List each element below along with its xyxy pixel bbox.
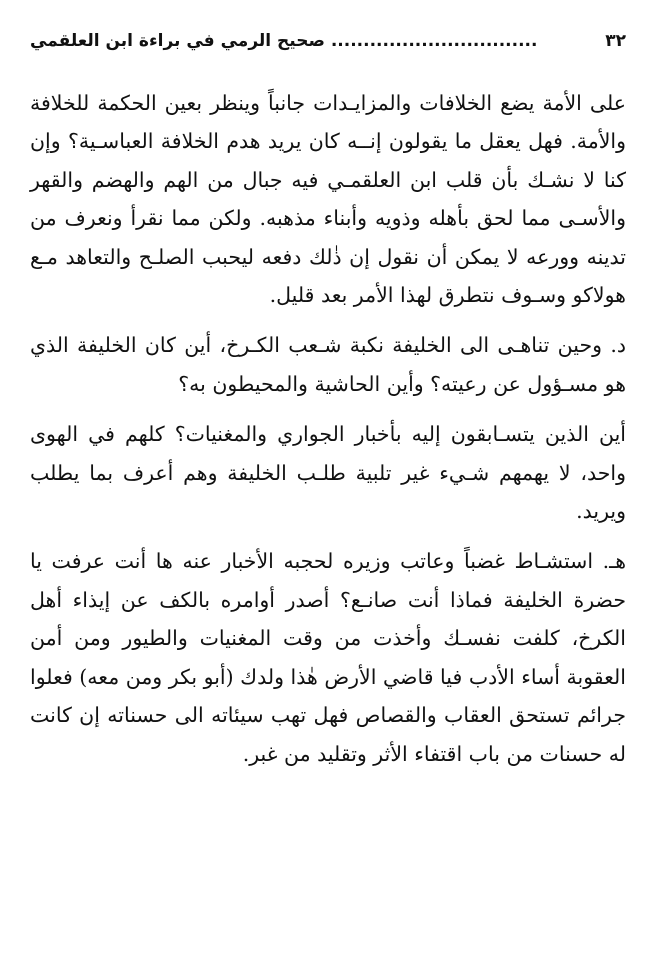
running-title: ................................ صحيح الرمي في براءة ابن العلقمي <box>30 31 538 51</box>
paragraph-3: أين الذين يتسـابقون إليه بأخبار الجواري والمغنيات؟ كلهم في الهوى واحد، لا يهمهم شـيء غير تلبية طلـب الخليفة وهم أعرف بما يطلب ويريد. <box>30 422 626 524</box>
running-header <box>30 26 626 56</box>
paragraph-4: هـ. استشـاط غضباً وعاتب وزيره لحجبه الأخبار عنه ها أنت عرفت يا حضرة الخليفة فماذا أنت صانـع؟ أصدر أوامره بالكف عن إيذاء أهل الكرخ، كلفت نفسـك وأخذت من وقت المغنيات والطيور ومن أمن العقوبة أساء الأدب فيا قاضي الأرض هٰذا ولدك (أبو بكر ومن معه) فعلوا جرائم تستحق العقاب والقصاص فهل تهب سيئاته الى حسناته إن كانت له حسنات من باب اقتفاء الأثر وتقليد من غبر. <box>30 549 626 766</box>
paragraph-2: د. وحين تناهـى الى الخليفة نكبة شـعب الكـرخ، أين كان الخليفة الذي هو مسـؤول عن رعيته؟ وأين الحاشية والمحيطون به؟ <box>30 333 626 396</box>
document-page <box>30 26 626 936</box>
body-text <box>30 84 626 773</box>
paragraph-1: على الأمة يضع الخلافات والمزايـدات جانباً وينظر بعين الحكمة للخلافة والأمة. فهل يعقل ما يقولون إنــه كان يريد هدم الخلافة العباسـية؟ وإن كنا لا نشـك بأن قلب ابن العلقمـي فيه جبال من الهم والهضم والقهر والأسـى مما لحق بأهله وذويه وأبناء مذهبه. ولكن مما نقرأ ونعرف من تدينه وورعه لا يمكن أن نقول إن ذٰلك دفعه ليحبب الصلـح والتعاهد مـع هولاكو وسـوف نتطرق لهذا الأمر بعد قليل. <box>30 91 626 308</box>
page-number: ٣٢ <box>605 31 626 51</box>
